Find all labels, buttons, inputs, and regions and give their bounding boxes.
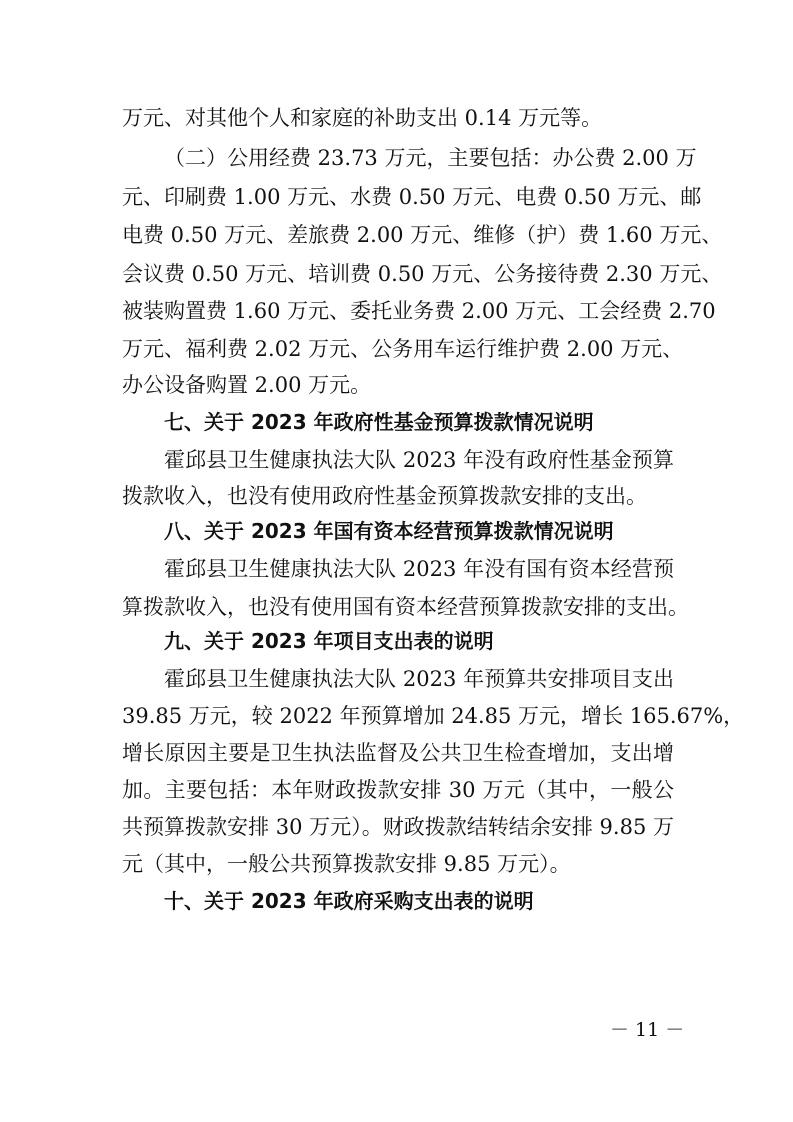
paragraph-line: 霍邱县卫生健康执法大队 2023 年没有政府性基金预算 [164,448,674,472]
paragraph-line: 共预算拨款安排 30 万元）。财政拨款结转结余安排 9.85 万 [122,815,674,839]
paragraph-line: 增长原因主要是卫生执法监督及公共卫生检查增加，支出增 [122,741,674,765]
paragraph-line: 霍邱县卫生健康执法大队 2023 年没有国有资本经营预 [164,557,674,581]
paragraph-line: 39.85 万元，较 2022 年预算增加 24.85 万元，增长 165.67%， [122,704,745,728]
paragraph-line: 元（其中，一般公共预算拨款安排 9.85 万元）。 [122,852,571,876]
paragraph-line: 万元、对其他个人和家庭的补助支出 0.14 万元等。 [122,106,603,130]
section-heading-8: 八、关于 2023 年国有资本经营预算拨款情况说明 [164,519,614,543]
paragraph-line: 会议费 0.50 万元、培训费 0.50 万元、公务接待费 2.30 万元、 [122,262,723,286]
paragraph-line: 万元、福利费 2.02 万元、公务用车运行维护费 2.00 万元、 [122,337,684,361]
section-heading-9: 九、关于 2023 年项目支出表的说明 [164,629,494,653]
paragraph-line: 加。主要包括：本年财政拨款安排 30 万元（其中，一般公 [122,778,674,802]
page-number: － 11 － [610,1019,685,1041]
paragraph-line: 拨款收入，也没有使用政府性基金预算拨款安排的支出。 [122,484,647,508]
paragraph-line: 被装购置费 1.60 万元、委托业务费 2.00 万元、工会经费 2.70 [122,299,716,323]
paragraph-line: （二）公用经费 23.73 万元，主要包括：办公费 2.00 万 [164,146,697,170]
paragraph-line: 元、印刷费 1.00 万元、水费 0.50 万元、电费 0.50 万元、邮 [122,185,702,209]
paragraph-line: 办公设备购置 2.00 万元。 [122,373,372,397]
paragraph-line: 霍邱县卫生健康执法大队 2023 年预算共安排项目支出 [164,667,674,691]
paragraph-line: 算拨款收入，也没有使用国有资本经营预算拨款安排的支出。 [122,595,689,619]
paragraph-line: 电费 0.50 万元、差旅费 2.00 万元、维修（护）费 1.60 万元、 [122,223,723,247]
section-heading-10: 十、关于 2023 年政府采购支出表的说明 [164,889,534,913]
section-heading-7: 七、关于 2023 年政府性基金预算拨款情况说明 [164,410,594,434]
